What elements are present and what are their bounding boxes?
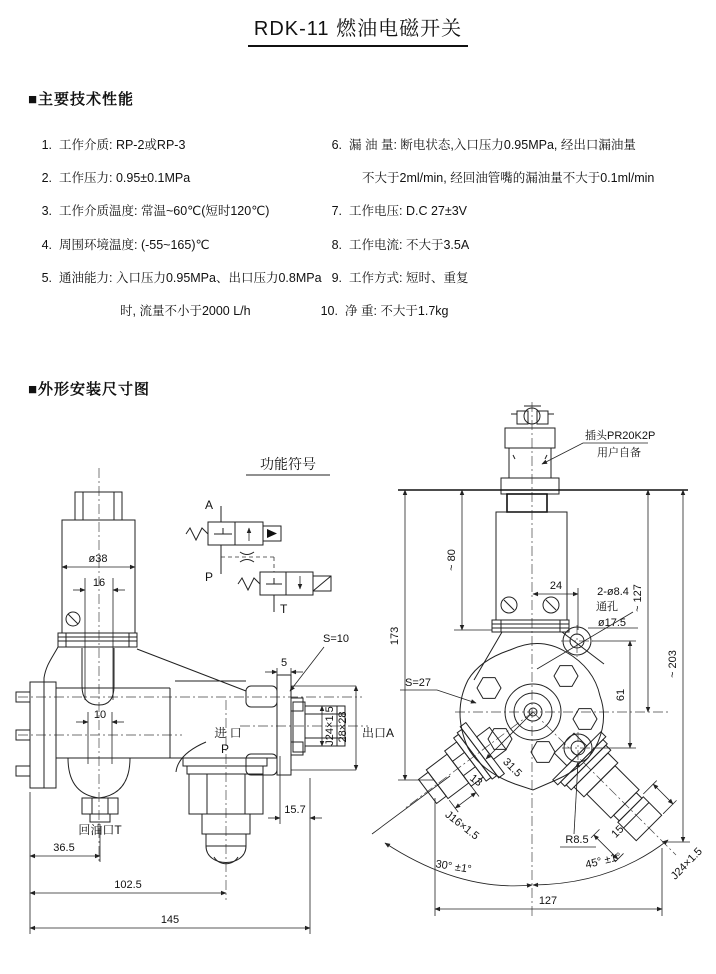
port-p-label: P [204,570,213,584]
spec-item-10 [312,301,449,319]
dimension-drawings [0,400,716,974]
spec-text: 不大于2ml/min, 经回油管嘴的漏油量不大于0.1ml/min [362,171,655,185]
spec-text: 周围环境温度: (-55~165)℃ [59,238,210,252]
holes-callout-line1: 2-ø8.4 [597,586,629,598]
outlet-label: 出口A [362,726,395,740]
spec-item-7 [316,201,467,219]
spec-text: 漏 油 量: 断电状态,入口压力0.95MPa, 经出口漏油量 [349,138,636,152]
dim-80: ~ 80 [446,549,458,571]
label-s27: S=27 [405,677,431,689]
dim-102-5: 102.5 [114,879,142,891]
port-t-label: T [280,602,288,616]
dim-36-5: 36.5 [53,842,75,854]
dim-61: 61 [615,688,627,702]
spec-text: 通油能力: 入口压力0.95MPa、出口压力0.8MPa [59,271,322,285]
spec-item-3 [26,201,269,219]
spec-text: 工作电压: D.C 27±3V [349,204,467,218]
dim-square: 28×28 [337,711,349,743]
spec-no: 7. [331,204,342,218]
dim-15-7: 15.7 [284,804,306,816]
spec-item-2 [26,168,190,186]
dim-203: ~ 203 [667,650,679,678]
label-s10: S=10 [323,633,349,645]
function-symbol-title: 功能符号 [260,456,316,472]
spec-no: 2. [41,171,52,185]
dim-r8-5: R8.5 [565,834,589,846]
spec-text: 工作压力: 0.95±0.1MPa [59,171,191,185]
dim-13: 13 [467,772,485,790]
spec-no: 3. [41,204,52,218]
function-symbol-diagram [186,456,331,616]
dim-127v: ~ 127 [632,584,644,612]
spec-no: 9. [331,271,342,285]
return-port-label: 回油口T [78,823,122,837]
holes-callout-line2: 通孔 [596,601,618,613]
front-view-drawing [372,402,705,918]
spec-item-5 [26,268,322,286]
dim-dia17-5: ø17.5 [597,617,627,629]
dim-angle-30: 30° ±1° [434,858,473,876]
dim-thread-left: J16×1.5 [442,808,482,843]
dim-24: 24 [549,580,563,592]
specs-heading: ■主要技术性能 [28,91,135,108]
dim-thread-right: J24×1.5 [668,845,705,883]
spec-text: 工作方式: 短时、重复 [349,271,469,285]
spec-item-9 [316,268,468,286]
dim-145: 145 [160,914,180,926]
dim-5: 5 [280,657,288,669]
spec-no: 5. [41,271,52,285]
inlet-label: 进 口 [214,726,242,740]
page-title-wrap [0,12,716,47]
page-title: RDK-11 燃油电磁开关 [248,12,468,47]
dim-angle-45: 45° ±1° [584,850,623,872]
spec-no: 10. [320,304,338,318]
spec-item-5-cont [120,301,251,319]
dim-dia38: ø38 [88,553,108,565]
spec-text: 净 重: 不大于1.7kg [345,304,449,318]
dim-127: 127 [538,895,558,907]
spec-no: 6. [331,138,342,152]
port-a-label: A [204,498,213,512]
dim-15: 15 [609,823,627,841]
spec-no: 4. [41,238,52,252]
spec-text: 工作介质: RP-2或RP-3 [59,138,186,152]
dims-heading: ■外形安装尺寸图 [28,381,151,398]
dim-10: 10 [93,709,107,721]
dim-173: 173 [389,626,401,646]
spec-no: 1. [41,138,52,152]
spec-text: 工作电流: 不大于3.5A [349,238,470,252]
dim-16: 16 [92,577,106,589]
dim-31-5: 31.5 [500,756,524,780]
side-view-drawing [16,468,394,934]
spec-item-1 [26,135,185,153]
spec-no: 8. [331,238,342,252]
spec-text: 时, 流量不小于2000 L/h [120,304,251,318]
plug-label-line2: 用户自备 [597,447,641,459]
inlet-port-label: P [220,742,230,756]
dim-thread-out: J24×1.5 [324,706,336,746]
spec-item-8 [316,235,469,253]
plug-label-line1: 插头PR20K2P [585,430,656,442]
spec-item-6-cont [362,168,654,186]
spec-item-6 [316,135,636,153]
spec-item-4 [26,235,210,253]
spec-text: 工作介质温度: 常温~60℃(短时120℃) [59,204,270,218]
